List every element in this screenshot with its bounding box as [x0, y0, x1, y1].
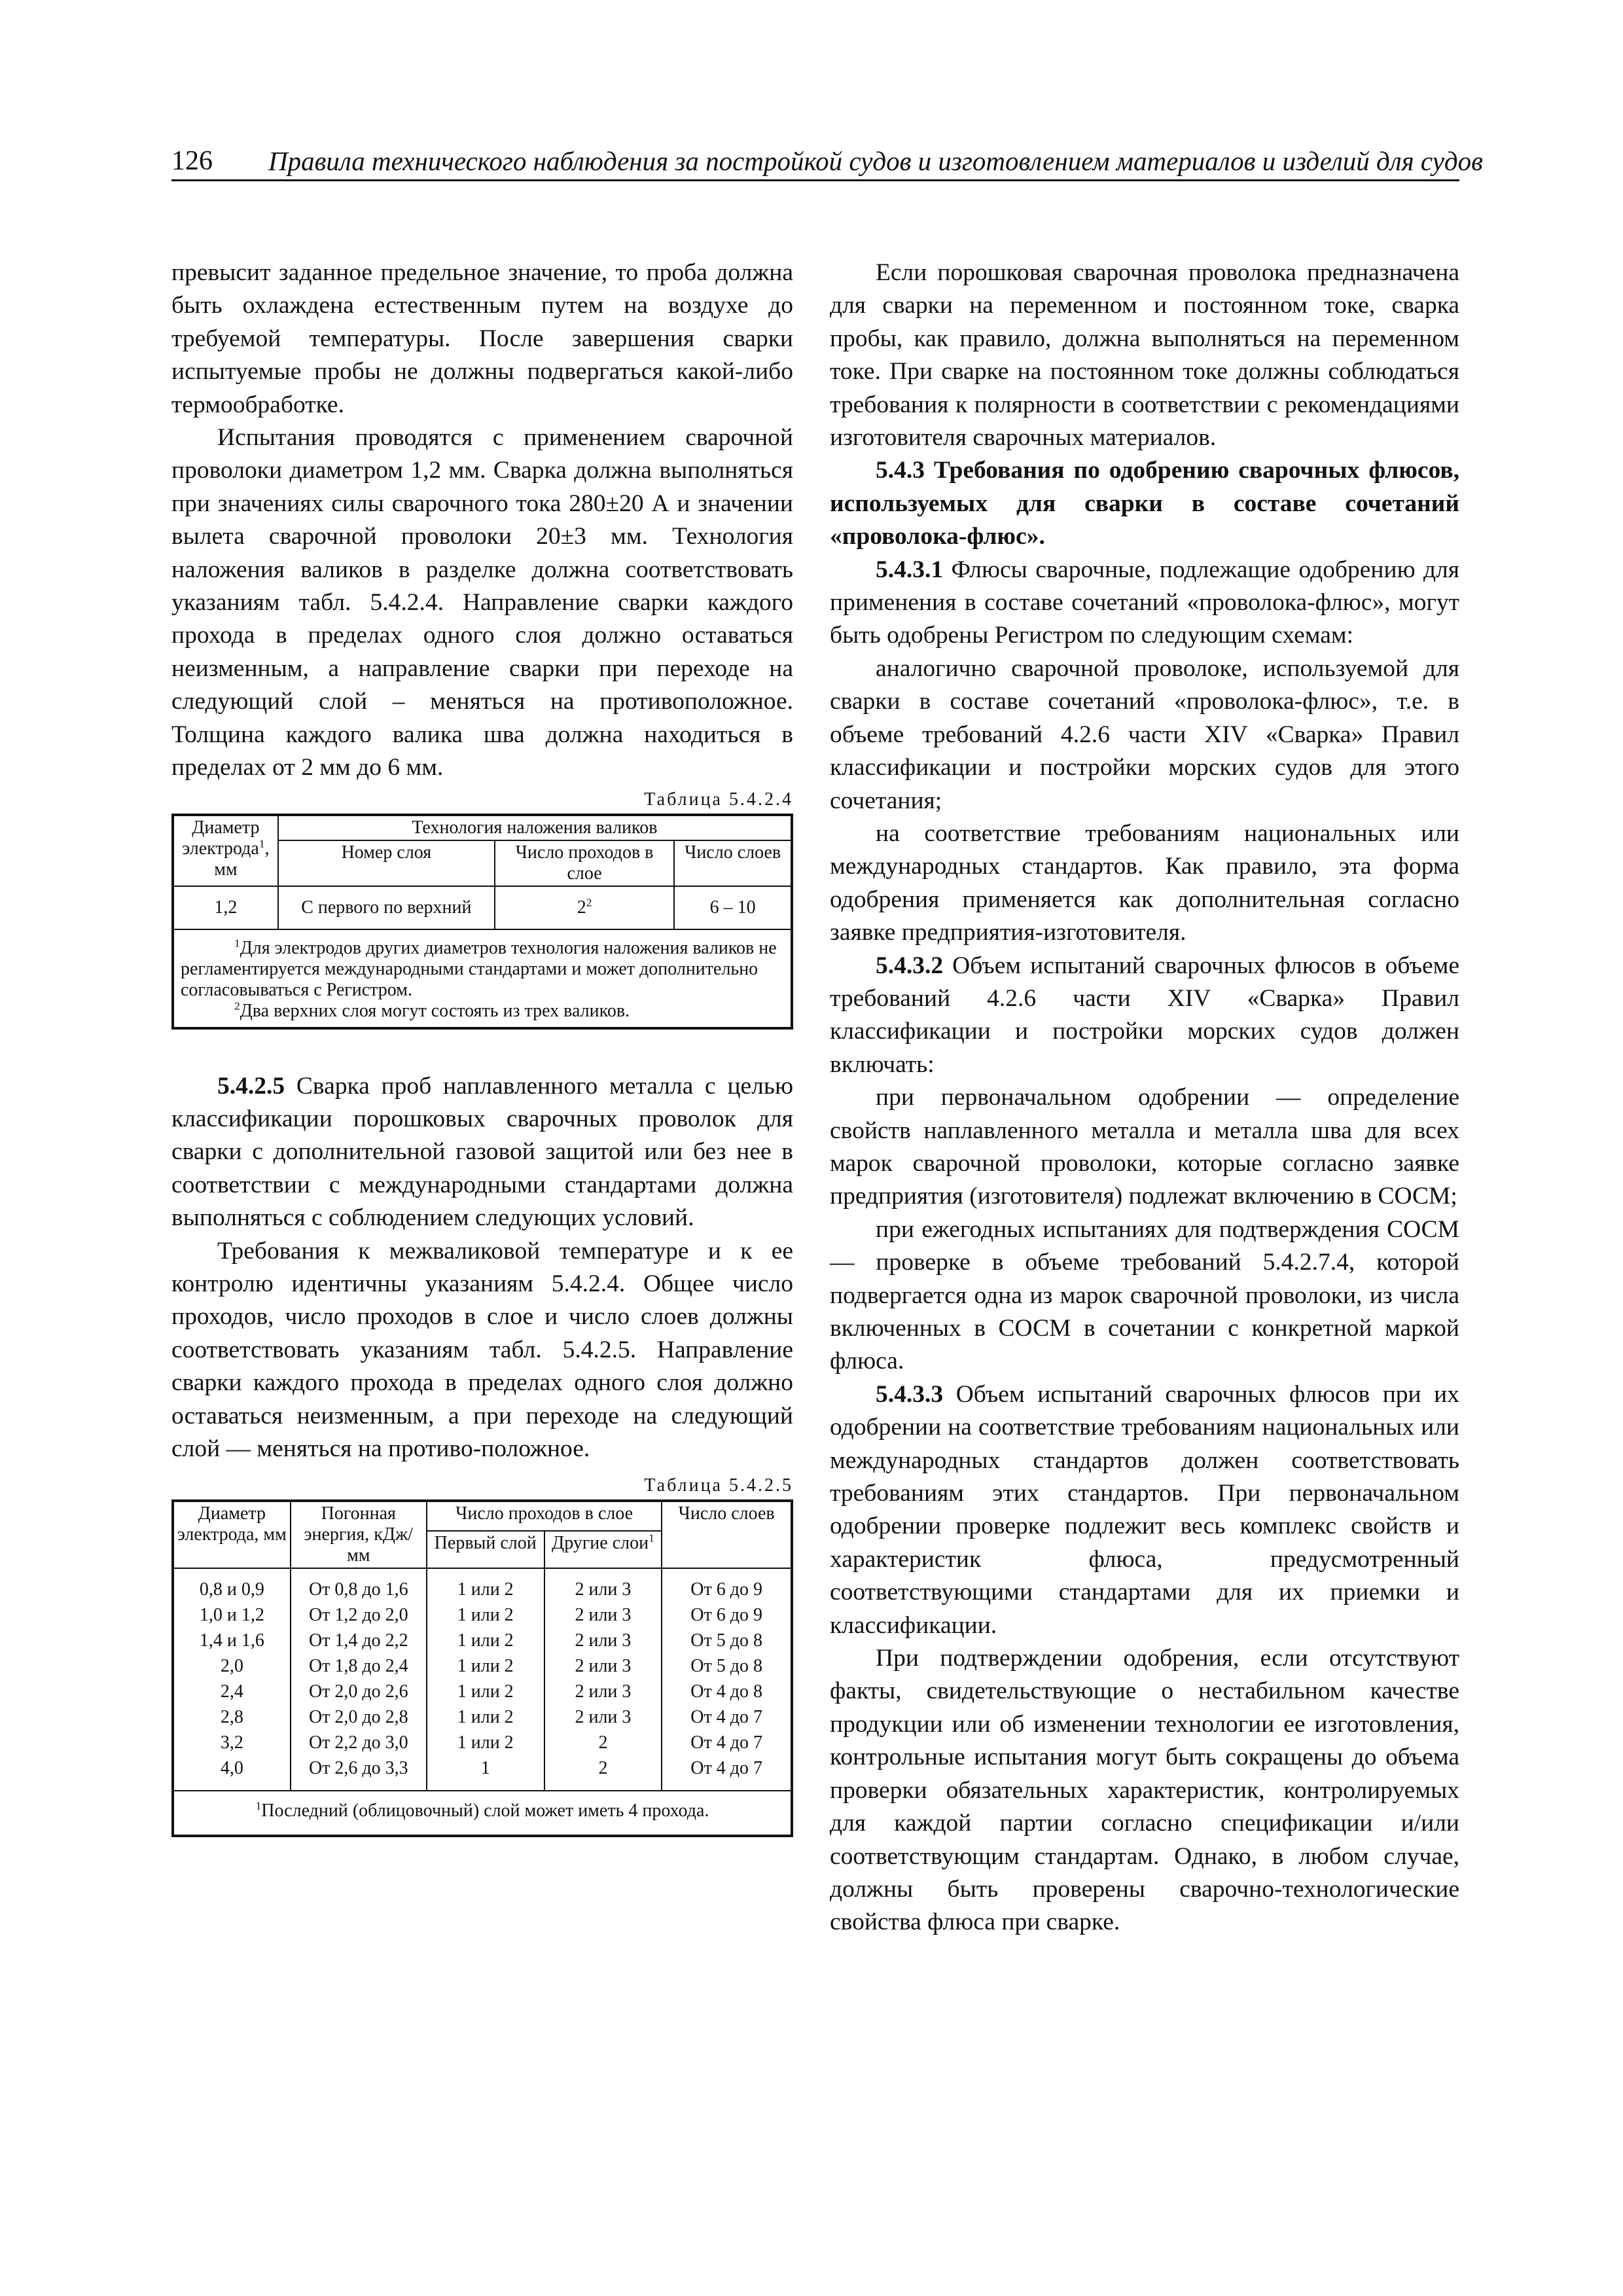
table-cell: $2^2$ [495, 886, 674, 929]
table-cell: От 2,2 до 3,0 [291, 1730, 427, 1755]
table-5-4-2-4 [171, 814, 793, 1030]
table-cell: 2,4 [173, 1679, 291, 1704]
page-header [171, 143, 1483, 181]
table-cell: 1,2 [173, 886, 278, 929]
paragraph: 5.4.3.3 Объем испытаний сварочных флюсов при их одобрении на соответствие требованиям национальных или международных стандартов должен соответствовать требованиям этих стандартов. При первоначальном одобрении проверке подлежит весь комплекс свойств и характеристик флюса, предусмотренный соответствующими стандартами для их приемки и классификации. [830, 1380, 1459, 1639]
table-cell: 1 или 2 [427, 1568, 544, 1602]
section-number: 5.4.3.2 [876, 952, 944, 979]
paragraph: При подтверждении одобрения, если отсутствуют факты, свидетельствующие о нестабильном качестве продукции или об изменении технологии ее изготовления, контрольные испытания могут быть сокращены до объема проверки обязательных характеристик, контролируемых для каждой партии согласно спецификации и/или соответствующим стандартам. Однако, в любом случае, должны быть проверены сварочно-технологические свойства флюса при сварке. [830, 1645, 1459, 1936]
table-cell: 6 – 10 [674, 886, 792, 929]
table-cell: 1 или 2 [427, 1602, 544, 1628]
header-cell: Другие слои$^1$ [544, 1531, 662, 1569]
header-cell: Диаметр электрода$^1$, мм [173, 815, 278, 886]
table-cell: 1 или 2 [427, 1704, 544, 1730]
table-cell: От 5 до 8 [662, 1653, 792, 1679]
table-cell: От 4 до 7 [662, 1704, 792, 1730]
paragraph: аналогично сварочной проволоке, используемой для сварки в составе сочетаний «проволока-флюс», т.е. в объеме требований 4.2.6 части XIV «Сварка» Правил классификации и постройки морских судов для этого сочетания; [830, 655, 1459, 814]
table-row [173, 1653, 792, 1679]
table-body [173, 1568, 792, 1791]
section-heading: 5.4.3 Требования по одобрению сварочных флюсов, используемых для сварки в составе сочетаний «проволока-флюс». [830, 457, 1459, 550]
paragraph: при ежегодных испытаниях для подтверждения СОСМ — проверке в объеме требований 5.4.2.7.4, которой подвергается одна из марок сварочной проволоки, из числа включенных в СОСМ в сочетании с конкретной маркой флюса. [830, 1215, 1459, 1375]
table-cell: От 4 до 7 [662, 1730, 792, 1755]
table-row [173, 1568, 792, 1602]
header-cell: Номер слоя [278, 840, 495, 886]
table-cell: От 1,4 до 2,2 [291, 1628, 427, 1653]
table-row [173, 1730, 792, 1755]
paragraph: Испытания проводятся с применением сварочной проволоки диаметром 1,2 мм. Сварка должна выполняться при значениях силы сварочного тока 280±20 А и значении вылета сварочной проволоки 20±3 мм. Технология наложения валиков в разделке должна соответствовать указаниям табл. 5.4.2.4. Направление сварки каждого прохода в пределах одного слоя должно оставаться неизменным, а направление сварки при переходе на следующий слой – меняться на противоположное. Толщина каждого валика шва должна находиться в пределах от 2 мм до 6 мм. [171, 424, 793, 781]
paragraph: при первоначальном одобрении — определение свойств наплавленного металла и металла шва для всех марок сварочной проволоки, которые согласно заявке предприятия (изготовителя) подлежат включению в СОСМ; [830, 1084, 1459, 1210]
table-cell: От 1,8 до 2,4 [291, 1653, 427, 1679]
table-cell: 2 или 3 [544, 1568, 662, 1602]
table-cell: 2 или 3 [544, 1704, 662, 1730]
header-cell: Число проходов в слое [427, 1501, 662, 1530]
table-5-4-2-5 [171, 1499, 793, 1837]
table-cell: 1 или 2 [427, 1628, 544, 1653]
right-column [830, 257, 1459, 1939]
header-cell: Диаметр электрода, мм [173, 1501, 291, 1568]
table-cell: 3,2 [173, 1730, 291, 1755]
paragraph: 5.4.3.2 Объем испытаний сварочных флюсов в объеме требований 4.2.6 части XIV «Сварка» Правил классификации и постройки морских судов должен включать: [830, 952, 1459, 1078]
left-column [171, 257, 793, 1837]
table-cell: 0,8 и 0,9 [173, 1568, 291, 1602]
header-cell: Число слоев [662, 1501, 792, 1568]
table-cell: От 4 до 7 [662, 1755, 792, 1791]
table-cell: 4,0 [173, 1755, 291, 1791]
table-cell: От 2,6 до 3,3 [291, 1755, 427, 1791]
table-cell: 2 или 3 [544, 1628, 662, 1653]
table-cell: 2,8 [173, 1704, 291, 1730]
table-cell: 1 или 2 [427, 1730, 544, 1755]
header-cell: Число слоев [674, 840, 792, 886]
table-cell: 1,4 и 1,6 [173, 1628, 291, 1653]
table-footnote: $^1$Последний (облицовочный) слой может иметь 4 прохода. [173, 1791, 792, 1836]
table-cell: 1 [427, 1755, 544, 1791]
section-number: 5.4.3.3 [876, 1380, 944, 1408]
table-cell: От 2,0 до 2,8 [291, 1704, 427, 1730]
table-cell: 1,0 и 1,2 [173, 1602, 291, 1628]
table-cell: От 0,8 до 1,6 [291, 1568, 427, 1602]
table-row [173, 1704, 792, 1730]
section-number: 5.4.3.1 [876, 556, 944, 583]
table-cell: 1 или 2 [427, 1653, 544, 1679]
table-cell: С первого по верхний [278, 886, 495, 929]
paragraph: на соответствие требованиям национальных или международных стандартов. Как правило, эта форма одобрения применяется как дополнительная согласно заявке предприятия-изготовителя. [830, 819, 1459, 946]
table-cell: 2,0 [173, 1653, 291, 1679]
paragraph: превысит заданное предельное значение, то проба должна быть охлаждена естественным путем на воздухе до требуемой температуры. После завершения сварки испытуемые пробы не должны подвергаться какой-либо термообработке. [171, 259, 793, 418]
table-caption: Таблица 5.4.2.5 [644, 1475, 793, 1496]
table-row [173, 1628, 792, 1653]
table-cell: От 5 до 8 [662, 1628, 792, 1653]
table-cell: 2 [544, 1730, 662, 1755]
section-number: 5.4.2.5 [217, 1072, 285, 1100]
page-number: 126 [171, 146, 213, 176]
table-cell: 2 или 3 [544, 1602, 662, 1628]
paragraph: 5.4.2.5 Сварка проб наплавленного металла с целью классификации порошковых сварочных проволок для сварки с дополнительной газовой защитой или без нее в соответствии с международными стандартами должна выполняться с соблюдением следующих условий. [171, 1072, 793, 1232]
table-cell: 2 или 3 [544, 1679, 662, 1704]
table-cell: От 4 до 8 [662, 1679, 792, 1704]
table-cell: 2 [544, 1755, 662, 1791]
header-cell: Погонная энергия, кДж/мм [291, 1501, 427, 1568]
running-title: Правила технического наблюдения за постройкой судов и изготовлением материалов и изделий для судов [268, 146, 1483, 176]
table-row [173, 1679, 792, 1704]
header-cell: Первый слой [427, 1531, 544, 1569]
table-row [173, 1602, 792, 1628]
table-cell: 1 или 2 [427, 1679, 544, 1704]
table-cell: 2 или 3 [544, 1653, 662, 1679]
table-footnotes: $^1$Для электродов других диаметров технология наложения валиков не регламентируется международными стандартами и может дополнительно согласовываться с Регистром. $^2$Два верхних слоя могут состоять из трех валиков. [173, 929, 792, 1028]
table-cell: От 2,0 до 2,6 [291, 1679, 427, 1704]
table-row [173, 1755, 792, 1791]
paragraph: 5.4.3.1 Флюсы сварочные, подлежащие одобрению для применения в составе сочетаний «проволока-флюс», могут быть одобрены Регистром по следующим схемам: [830, 556, 1459, 649]
header-cell: Технология наложения валиков [278, 815, 792, 840]
table-cell: От 6 до 9 [662, 1602, 792, 1628]
paragraph: Если порошковая сварочная проволока предназначена для сварки на переменном и постоянном токе, сварка пробы, как правило, должна выполняться на переменном токе. При сварке на постоянном токе должны соблюдаться требования к полярности в соответствии с рекомендациями изготовителя сварочных материалов. [830, 259, 1459, 452]
table-cell: От 6 до 9 [662, 1568, 792, 1602]
header-cell: Число проходов в слое [495, 840, 674, 886]
table-cell: От 1,2 до 2,0 [291, 1602, 427, 1628]
paragraph: Требования к межваликовой температуре и к ее контролю идентичны указаниям 5.4.2.4. Общее число проходов, число проходов в слое и число слоев должны соответствовать указаниям табл. 5.4.2.5. Направление сварки каждого прохода в пределах одного слоя должно оставаться неизменным, а при переходе на следующий слой — меняться на противо-положное. [171, 1237, 793, 1462]
table-caption: Таблица 5.4.2.4 [644, 789, 793, 810]
